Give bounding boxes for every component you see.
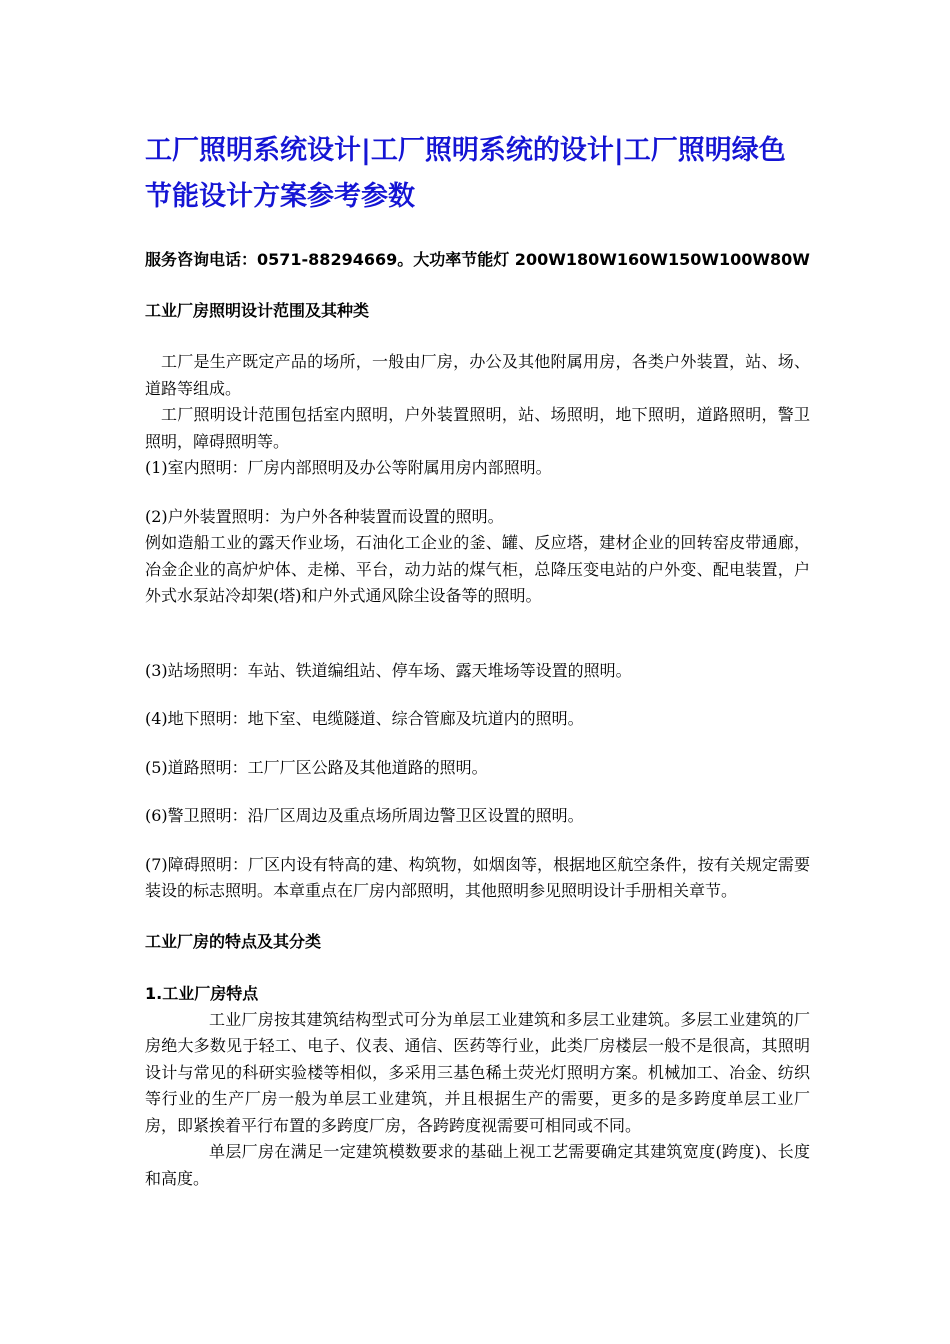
list-item-indoor: (1)室内照明：厂房内部照明及办公等附属用房内部照明。 [145,458,552,477]
service-hotline: 服务咨询电话：0571-88294669。大功率节能灯 200W180W160W150W100W80W [145,250,810,269]
list-item-road: (5)道路照明：工厂厂区公路及其他道路的照明。 [145,757,488,777]
document-page [145,128,827,1192]
list-item-station: (3)站场照明：车站、铁道编组站、停车场、露天堆场等设置的照明。 [145,660,632,680]
list-item-obstacle: (7)障碍照明：厂区内设有特高的建、构筑物，如烟囱等，根据地区航空条件，按有关规定需要装设的标志照明。本章重点在厂房内部照明，其他照明参见照明设计手册相关章节。 [145,854,810,900]
list-item-outdoor: (2)户外装置照明：为户外各种装置而设置的照明。 [145,506,504,526]
list-item-guard: (6)警卫照明：沿厂区周边及重点场所周边警卫区设置的照明。 [145,806,584,825]
paragraph-outdoor-examples: 例如造船工业的露天作业场，石油化工企业的釜、罐、反应塔，建材企业的回转窑皮带通廊，冶金企业的高炉炉体、走梯、平台，动力站的煤气柜，总降压变电站的户外变、配电装置，户外式水泵站冷却架(塔)和户外式通风除尘设备等的照明。 [145,533,810,605]
paragraph-design-scope: 工厂照明设计范围包括室内照明，户外装置照明，站、场照明，地下照明，道路照明，警卫照明，障碍照明等。 [145,405,810,451]
paragraph-factory-definition: 工厂是生产既定产品的场所，一般由厂房，办公及其他附属用房，各类户外装置，站、场、道路等组成。 [145,352,810,398]
paragraph-building-types: 工业厂房按其建筑结构型式可分为单层工业建筑和多层工业建筑。多层工业建筑的厂房绝大多数见于轻工、电子、仪表、通信、医药等行业，此类厂房楼层一般不是很高，其照明设计与常见的科研实验楼等相似，多采用三基色稀土荧光灯照明方案。机械加工、冶金、纺织等行业的生产厂房一般为单层工业建筑，并且根据生产的需要，更多的是多跨度单层工业厂房，即紧挨着平行布置的多跨度厂房，各跨跨度视需要可相同或不同。 [145,1009,810,1135]
section-heading-scope: 工业厂房照明设计范围及其种类 [145,301,370,320]
list-item-underground: (4)地下照明：地下室、电缆隧道、综合管廊及坑道内的照明。 [145,709,584,728]
page-title: 工厂照明系统设计|工厂照明系统的设计|工厂照明绿色节能设计方案参考参数 [145,135,786,212]
section-heading-features: 工业厂房的特点及其分类 [145,931,322,951]
subsection-heading-features: 1.工业厂房特点 [145,983,259,1003]
paragraph-single-storey: 单层厂房在满足一定建筑模数要求的基础上视工艺需要确定其建筑宽度(跨度)、长度 和高度。 [145,1142,827,1188]
